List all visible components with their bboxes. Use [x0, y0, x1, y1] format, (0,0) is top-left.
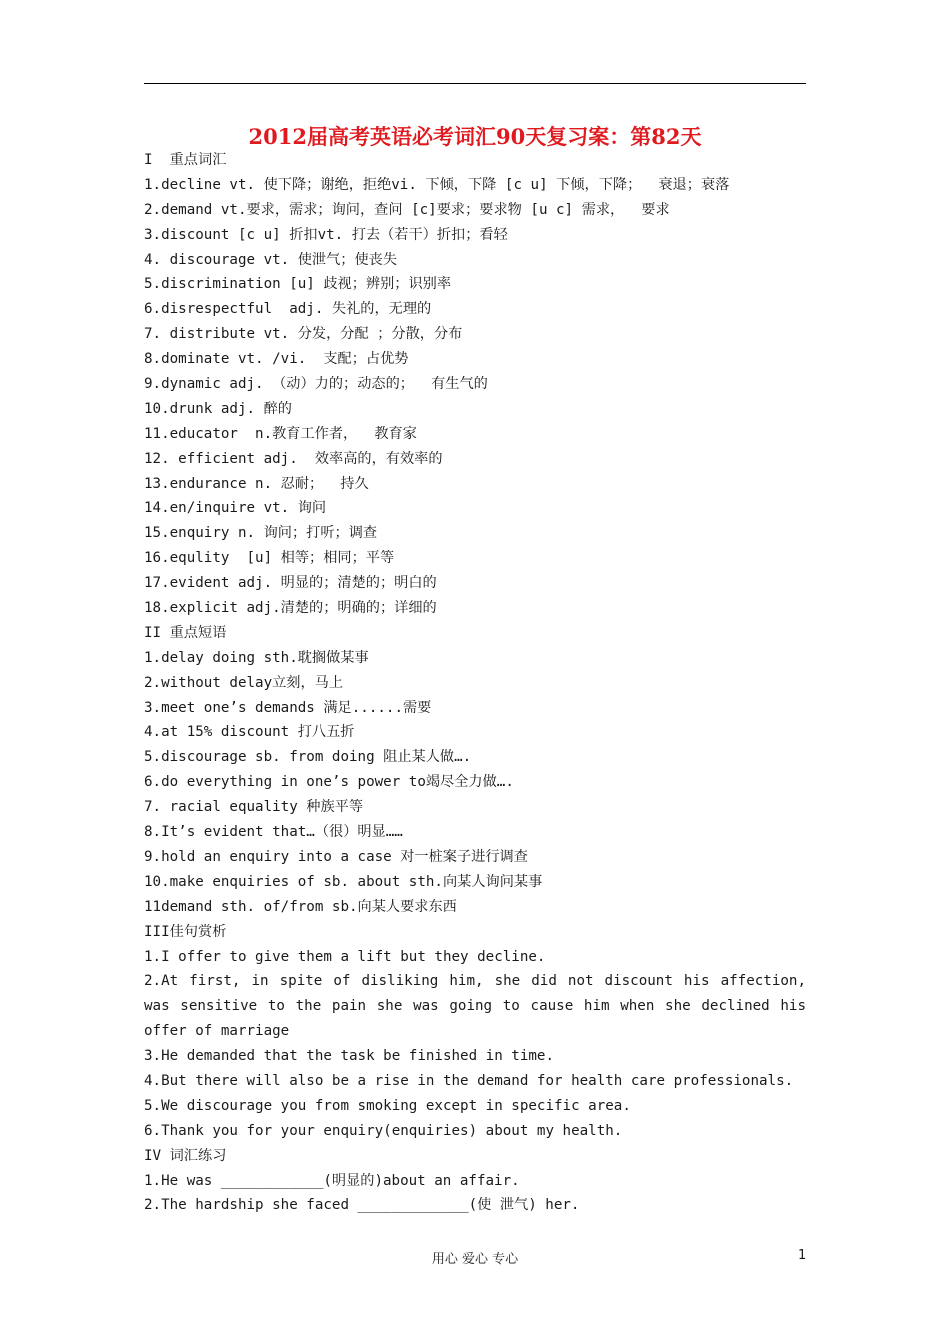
phrase-item: 3.meet one’s demands 满足......需要: [144, 699, 432, 716]
vocab-item: 6.disrespectful adj. 失礼的，无理的: [144, 301, 432, 318]
section-heading: II 重点短语: [144, 624, 227, 641]
phrase-item: 9.hold an enquiry into a case 对一桩案子进行调查: [144, 848, 528, 865]
exercise-item: 2.The hardship she faced _____________(使 泄气) her.: [144, 1197, 580, 1214]
vocab-item: 5.discrimination [u] 歧视；辨别；识别率: [144, 276, 452, 293]
page-number: 1: [798, 1248, 807, 1263]
vocab-item: 15.enquiry n. 询问；打听；调查: [144, 525, 378, 542]
vocab-item: 8.dominate vt. /vi. 支配；占优势: [144, 351, 409, 368]
phrase-item: 11demand sth. of/from sb.向某人要求东西: [144, 898, 457, 915]
page-footer: 用心 爱心 专心: [431, 1252, 519, 1267]
sentence-item-continued: offer of marriage: [144, 1023, 290, 1040]
header-rule: [144, 83, 806, 84]
vocab-item: 4. discourage vt. 使泄气；使丧失: [144, 251, 398, 268]
vocab-item: 7. distribute vt. 分发，分配 ；分散，分布: [144, 326, 463, 343]
vocab-item: 11.educator n.教育工作者， 教育家: [144, 425, 417, 442]
vocab-item: 14.en/inquire vt. 询问: [144, 500, 327, 517]
section-heading: I 重点词汇: [144, 152, 227, 168]
vocab-item: 12. efficient adj. 效率高的，有效率的: [144, 450, 443, 467]
sentence-item: 4.But there will also be a rise in the demand for health care professionals.: [144, 1072, 794, 1089]
vocab-item: 17.evident adj. 明显的；清楚的；明白的: [144, 575, 437, 592]
phrase-item: 2.without delay立刻，马上: [144, 674, 344, 691]
vocab-item: 1.decline vt. 使下降；谢绝，拒绝vi. 下倾，下降 [c u] 下倾，下降； 衰退；衰落: [144, 176, 730, 193]
sentence-item: 2.At first, in spite of disliking him, she did not discount his affection,: [144, 973, 806, 990]
page-title: 2012届高考英语必考词汇90天复习案：第82天: [248, 124, 702, 149]
phrase-item: 4.at 15% discount 打八五折: [144, 724, 355, 741]
vocab-item: 9.dynamic adj. （动）力的；动态的； 有生气的: [144, 376, 488, 393]
vocab-item: 10.drunk adj. 醉的: [144, 400, 292, 417]
vocab-item: 13.endurance n. 忍耐； 持久: [144, 475, 369, 492]
vocab-item: 18.explicit adj.清楚的；明确的；详细的: [144, 600, 437, 617]
vocab-item: 3.discount [c u] 折扣vt. 打去（若干）折扣；看轻: [144, 226, 508, 243]
sentence-item: 1.I offer to give them a lift but they decline.: [144, 948, 546, 965]
section-heading: III佳句赏析: [144, 923, 227, 940]
phrase-item: 10.make enquiries of sb. about sth.向某人询问某事: [144, 873, 543, 890]
phrase-item: 8.It’s evident that…（很）明显……: [144, 824, 403, 841]
vocab-item: 2.demand vt.要求，需求；询问，查问 [c]要求；要求物 [u c] 需求， 要求: [144, 201, 670, 218]
sentence-item-continued: was sensitive to the pain she was going to cause him when she declined his: [144, 998, 806, 1015]
phrase-item: 7. racial equality 种族平等: [144, 799, 364, 816]
sentence-item: 6.Thank you for your enquiry(enquiries) about my health.: [144, 1122, 623, 1139]
sentence-item: 5.We discourage you from smoking except in specific area.: [144, 1097, 631, 1114]
phrase-item: 5.discourage sb. from doing 阻止某人做….: [144, 749, 472, 766]
document-body: [144, 148, 806, 1218]
sentence-item: 3.He demanded that the task be finished in time.: [144, 1048, 554, 1065]
phrase-item: 1.delay doing sth.耽搁做某事: [144, 649, 369, 666]
vocab-item: 16.equlity [u] 相等；相同；平等: [144, 550, 395, 567]
phrase-item: 6.do everything in one’s power to竭尽全力做….: [144, 774, 514, 791]
exercise-item: 1.He was ____________(明显的)about an affair.: [144, 1172, 520, 1189]
section-heading: IV 词汇练习: [144, 1147, 227, 1164]
